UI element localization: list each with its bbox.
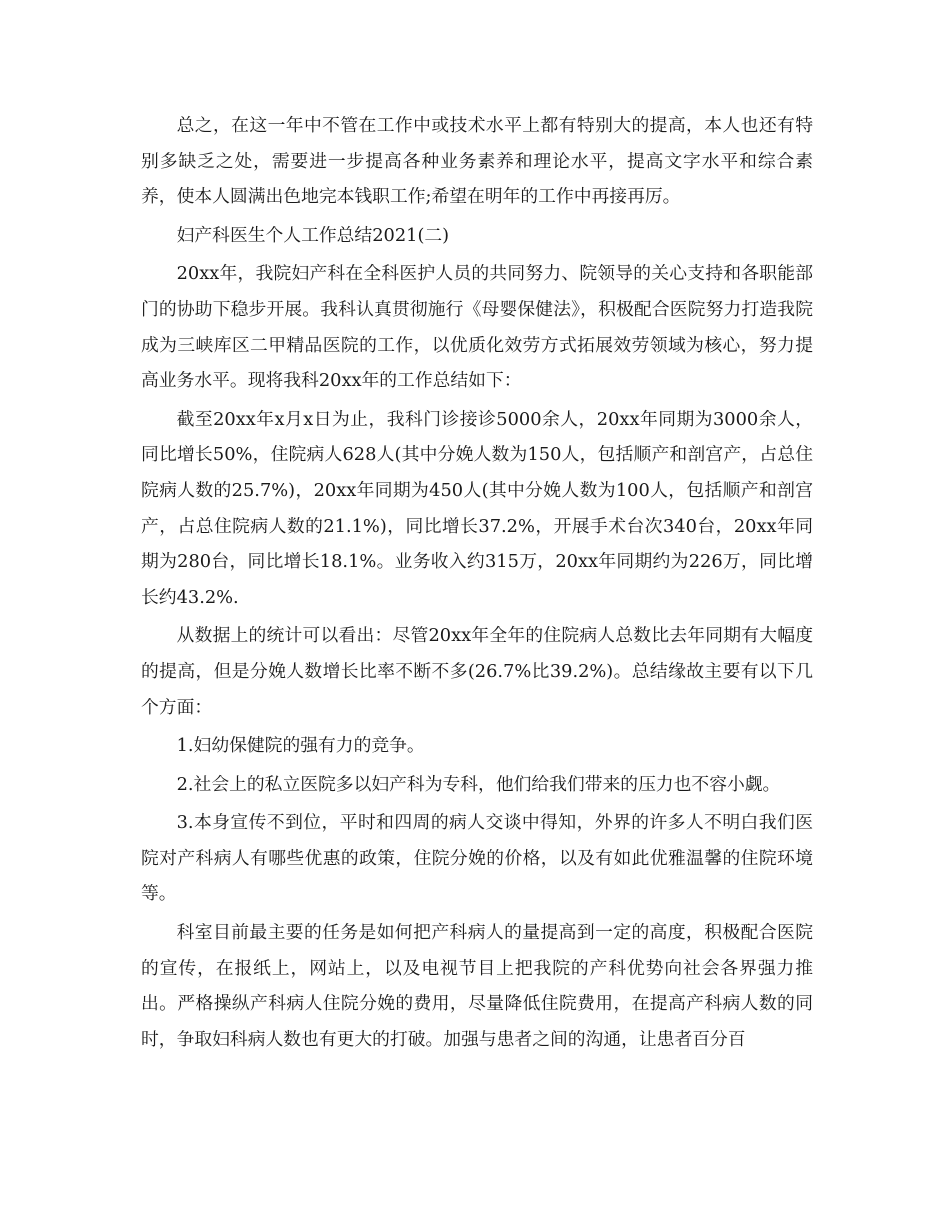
list-item-1: 1.妇幼保健院的强有力的竞争。 bbox=[176, 735, 425, 757]
list-item-2: 2.社会上的私立医院多以妇产科为专科，他们给我们带来的压力也不容小觑。 bbox=[176, 773, 781, 795]
paragraph-intro: 20xx年，我院妇产科在全科医护人员的共同努力、院领导的关心支持和各职能部门的协助下稳步开展。我科认真贯彻施行《母婴保健法》，积极配合医院努力打造我院成为三峡库区二甲精品医院的工作，以优质化效劳方式拓展效劳领域为核心，努力提高业务水平。现将我科20xx年的工作总结如下： bbox=[141, 263, 813, 392]
paragraph-tasks: 科室目前最主要的任务是如何把产科病人的量提高到一定的高度，积极配合医院的宣传，在报纸上，网站上，以及电视节目上把我院的产科优势向社会各界强力推出。严格操纵产科病人住院分娩的费用，尽量降低住院费用，在提高产科病人数的同时，争取妇科病人数也有更大的打破。加强与患者之间的沟通，让患者百分百 bbox=[141, 922, 813, 1050]
paragraph-summary: 总之，在这一年中不管在工作中或技术水平上都有特别大的提高，本人也还有特别多缺乏之处，需要进一步提高各种业务素养和理论水平，提高文字水平和综合素养，使本人圆满出色地完本钱职工作;希望在明年的工作中再接再厉。 bbox=[141, 115, 813, 208]
document-body bbox=[141, 108, 813, 1060]
paragraph-analysis: 从数据上的统计可以看出：尽管20xx年全年的住院病人总数比去年同期有大幅度的提高，但是分娩人数增长比率不断不多(26.7%比39.2%)。总结缘故主要有以下几个方面： bbox=[141, 625, 813, 718]
list-item-3: 3.本身宣传不到位，平时和四周的病人交谈中得知，外界的许多人不明白我们医院对产科病人有哪些优惠的政策，住院分娩的价格，以及有如此优雅温馨的住院环境等。 bbox=[141, 812, 813, 905]
paragraph-statistics: 截至20xx年x月x日为止，我科门诊接诊5000余人，20xx年同期为3000余人，同比增长50%，住院病人628人(其中分娩人数为150人，包括顺产和剖宫产，占总住院病人数的25.7%)，20xx年同期为450人(其中分娩人数为100人，包括顺产和剖宫产，占总住院病人数的21.1%)，同比增长37.2%，开展手术台次340台，20xx年同期为280台，同比增长18.1%。业务收入约315万，20xx年同期约为226万，同比增长约43.2%. bbox=[141, 408, 813, 608]
section-heading: 妇产科医生个人工作总结2021(二) bbox=[176, 224, 450, 246]
